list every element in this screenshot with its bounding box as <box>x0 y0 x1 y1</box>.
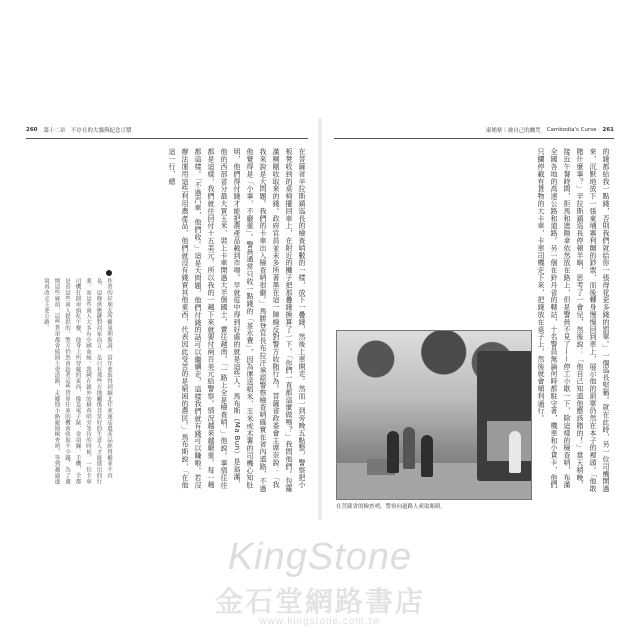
watermark-logo: KingStone <box>227 536 413 578</box>
watermark-chinese: 金石堂網路書店 <box>214 585 425 618</box>
left-header-rule <box>26 138 308 139</box>
left-page-number: 260 <box>26 127 38 133</box>
right-page <box>326 118 618 520</box>
right-page-header <box>486 124 614 136</box>
side-note: 作者的好朋友所羅曼利斯說，當年要取得到緬北往來運送農產品經營權並不容易，這條供應鏈對商家而言，是只有那些在地關係非常好的生意人才能進出的行業。而這些商人大多有中國血統。我國在鎮外的檢查哨旁等待的時候，一位卡車司機打開車頭吃午餐，他身上所穿戴的東西，像是電子錶、金項鍊、手機，全都是由這些商人提供的。警方仍然會趁著這些貨車往來的機會收取不少錢，為了避開這些麻煩，這些貨車都會繞開主要道路，走鄉間小路避開檢查哨，等到越過邊境再改走主要公路。 <box>43 278 112 485</box>
photo-truck <box>477 351 532 481</box>
left-main-text: 在菩薩省辛拉斯鎮巡長的檢查哨數的一樣，放下一疊錢，然後上車開走。然而一到旁晚五點整，警察把小板凳收到的桌椅擺回車上，在附近的攤子把那疊錢換算了一下。「你們一直都這麼做嗎？」我問他們。包羅滿稠剛收取來的錢。政府官員並未多所著墨在這一陣線反對警方收賄行為。菩薩省政委會主席奈說：「我我來說是大問題。我們的卡車出入檢查哨很嚴。」馬勝登官長布拉汗承認警察檢查哨確實在省內道路，不過他覺得是「小事，不嚴重」。警員通常只收一點錢的「茶水費」，因為運送稻米、玉米或木薯的司機心知肚明，他們得付錢才能把農產品載到市場。早就從中得到好處的就是這些人。馬布斯（Ma Bun）是翁滿，他的西部省分最大買玉米、裝上卡車開過大半個國土，賣往越南。「一路上全是檢查哨，」他說。事情往往都是這樣，我們就往回付十五美元。所以我的一趟下來就要付兩百美元給警察。情況越來越嚴重。每一趟都這樣。「不過汽車，他們收。」這是大問題，他們付錢的話可以繼續走，這樣我們就有錢可以賺啦。若沒辦法運用這些利用農產品，他們就沒有錢買其他東西，代表因此受苦的是窮困的農民。」馬布斯說，「在他這一行，總 <box>168 148 306 493</box>
right-header-rule <box>334 138 614 139</box>
chapter-header: 第十二章 不存在的大貓與紀念豆漿 <box>43 128 132 134</box>
photo-person <box>387 431 399 473</box>
book-gutter <box>318 118 322 520</box>
book-header-en: Cambodia's Curse <box>546 127 597 133</box>
right-page-number: 261 <box>602 127 614 133</box>
photo-person <box>421 435 433 477</box>
left-page <box>22 118 314 520</box>
photo-officer <box>509 431 521 473</box>
left-page-header <box>26 124 132 136</box>
note-bullet-icon <box>106 270 112 276</box>
photo-caption: 在菩薩省的檢查哨，警察向過路人索取賄賂。 <box>336 504 447 510</box>
photo-person <box>403 427 415 469</box>
watermark-url: www.kingstone.com.tw <box>259 616 381 627</box>
book-header: 柬埔寨｜被自己的纏咒 <box>485 128 541 134</box>
checkpoint-photo <box>336 330 532 500</box>
book-spread <box>22 118 618 520</box>
right-main-text: 的錢都給我一點錢，否則我們就給你一張得花更多錢的罰單。」一個巡長堅稱。就在此時，另一位司機開過來，沉默地放下一張東埔寨利爾的鈔票，而後轉身慢慢回到車上，展示他的罰單仍然在本子的裡頭。「他敢賭什麼事？」辛拉斯鎮巡長停頓半晌，思考了一會兒，然後說：「他自己知道他應該賭的！」當天稍晚，接近午餐時間，拒馬和遮陽傘依然放在路上，但是警員不見了——停工小歇一下，除這樣的檢查哨，布滿全國各地的高速公路和道路。另一個在鈴丹省的轄站，十名警員無論何時都駐守著，機車和小貨卡，他們只攔停載有貨物的大卡車，卡車司機走下來，把錢放在桌子上，然後就會順利通行。 <box>537 148 610 493</box>
